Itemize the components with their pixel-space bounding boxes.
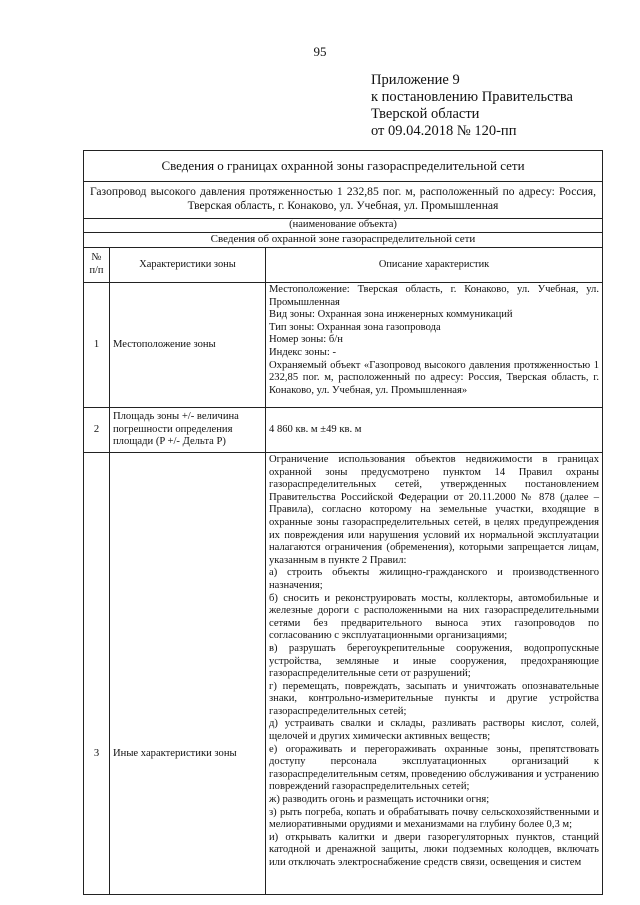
row-characteristic: Местоположение зоны: [110, 283, 266, 408]
page-number: 95: [313, 44, 327, 59]
description-line: в) разрушать берегоукрепительные сооружения, водопропускные устройства, земляные и иные сооружения, предохраняющие газораспределительные сети от разрушений;: [269, 642, 599, 680]
document-title: Сведения о границах охранной зоны газораспределительной сети: [84, 151, 602, 182]
appendix-line: Приложение 9: [371, 72, 460, 88]
table-row: [84, 453, 602, 896]
row-description: [266, 283, 603, 408]
description-line: Охраняемый объект «Газопровод высокого давления протяженностью 1 232,85 пог. м, расположенный по адресу: Россия, Тверская область, г. Конаково, ул. Учебная, ул. Промышленная»: [269, 359, 599, 396]
description-line: 4 860 кв. м ±49 кв. м: [269, 423, 362, 435]
document-frame: [83, 150, 603, 895]
header-description: Описание характеристик: [266, 248, 603, 283]
description-line: Индекс зоны: -: [269, 346, 336, 358]
object-caption: (наименование объекта): [84, 219, 602, 233]
zone-info-header: Сведения об охранной зоне газораспределительной сети: [84, 233, 602, 248]
description-line: г) перемещать, повреждать, засыпать и уничтожать опознавательные знаки, контрольно-измерительные пункты и другие устройства газораспределительных сетей;: [269, 680, 599, 717]
appendix-block: [371, 72, 573, 140]
row-number: 1: [84, 283, 110, 408]
description-line: Номер зоны: б/н: [269, 334, 343, 346]
appendix-line: к постановлению Правительства: [371, 89, 573, 105]
description-line: а) строить объекты жилищно-гражданского и производственного назначения;: [269, 567, 599, 591]
description-line: Вид зоны: Охранная зона инженерных коммуникаций: [269, 309, 513, 321]
header-characteristic: Характеристики зоны: [110, 248, 266, 283]
description-line: ж) разводить огонь и размещать источники огня;: [269, 794, 490, 806]
zone-table: [84, 248, 602, 895]
description-line: Тип зоны: Охранная зона газопровода: [269, 321, 441, 333]
description-line: з) рыть погреба, копать и обрабатывать почву сельскохозяйственными и мелиоративными орудиями и механизмами на глубину более 0,3 м;: [269, 806, 599, 831]
row-description: [266, 408, 603, 453]
description-line: и) открывать калитки и двери газорегуляторных пунктов, станций катодной и дренажной защиты, люки подземных колодцев, включать или отключать электроснабжение средств связи, освещения и систем: [269, 831, 599, 868]
row-characteristic: Иные характеристики зоны: [110, 453, 266, 896]
table-row: [84, 408, 602, 453]
table-row: [84, 283, 602, 408]
description-line: Ограничение использования объектов недвижимости в границах охранной зоны предусмотрено пунктом 14 Правил охраны газораспределительных сетей, утвержденных постановлением Правительства Российской Федерации от 20.11.2000 № 878 (далее – Правила), согласно которому на земельные участки, входящие в охранные зоны газораспределительных сетей, в целях предупреждения их повреждения или нарушения условий их нормальной эксплуатации налагаются ограничения (обременения), которыми запрещается лицам, указанным в пункте 2 Правил:: [269, 454, 599, 566]
row-characteristic: Площадь зоны +/- величина погрешности определения площади (P +/- Дельта P): [110, 408, 266, 453]
description-line: Местоположение: Тверская область, г. Конаково, ул. Учебная, ул. Промышленная: [269, 284, 599, 308]
header-number: № п/п: [84, 248, 110, 283]
appendix-line: от 09.04.2018 № 120-пп: [371, 123, 517, 139]
row-description: [266, 453, 603, 896]
row-number: 2: [84, 408, 110, 453]
object-name: Газопровод высокого давления протяженностью 1 232,85 пог. м, расположенный по адресу: Россия, Тверская область, г. Конаково, ул. Учебная, ул. Промышленная: [84, 182, 602, 219]
description-line: д) устраивать свалки и склады, разливать растворы кислот, солей, щелочей и других химически активных веществ;: [269, 718, 599, 743]
description-line: е) огораживать и перегораживать охранные зоны, препятствовать доступу персонала эксплуатационных организаций к газораспределительным сетям, проведению обслуживания и устранению повреждений газораспределительных сетей;: [269, 743, 599, 793]
appendix-line: Тверской области: [371, 106, 480, 122]
row-number: 3: [84, 453, 110, 896]
description-line: б) сносить и реконструировать мосты, коллекторы, автомобильные и железные дороги с расположенными на них газораспределительными сетями без предварительного выноса этих газопроводов по согласованию с эксплуатационными организациями;: [269, 592, 599, 642]
table-header-row: [84, 248, 602, 283]
